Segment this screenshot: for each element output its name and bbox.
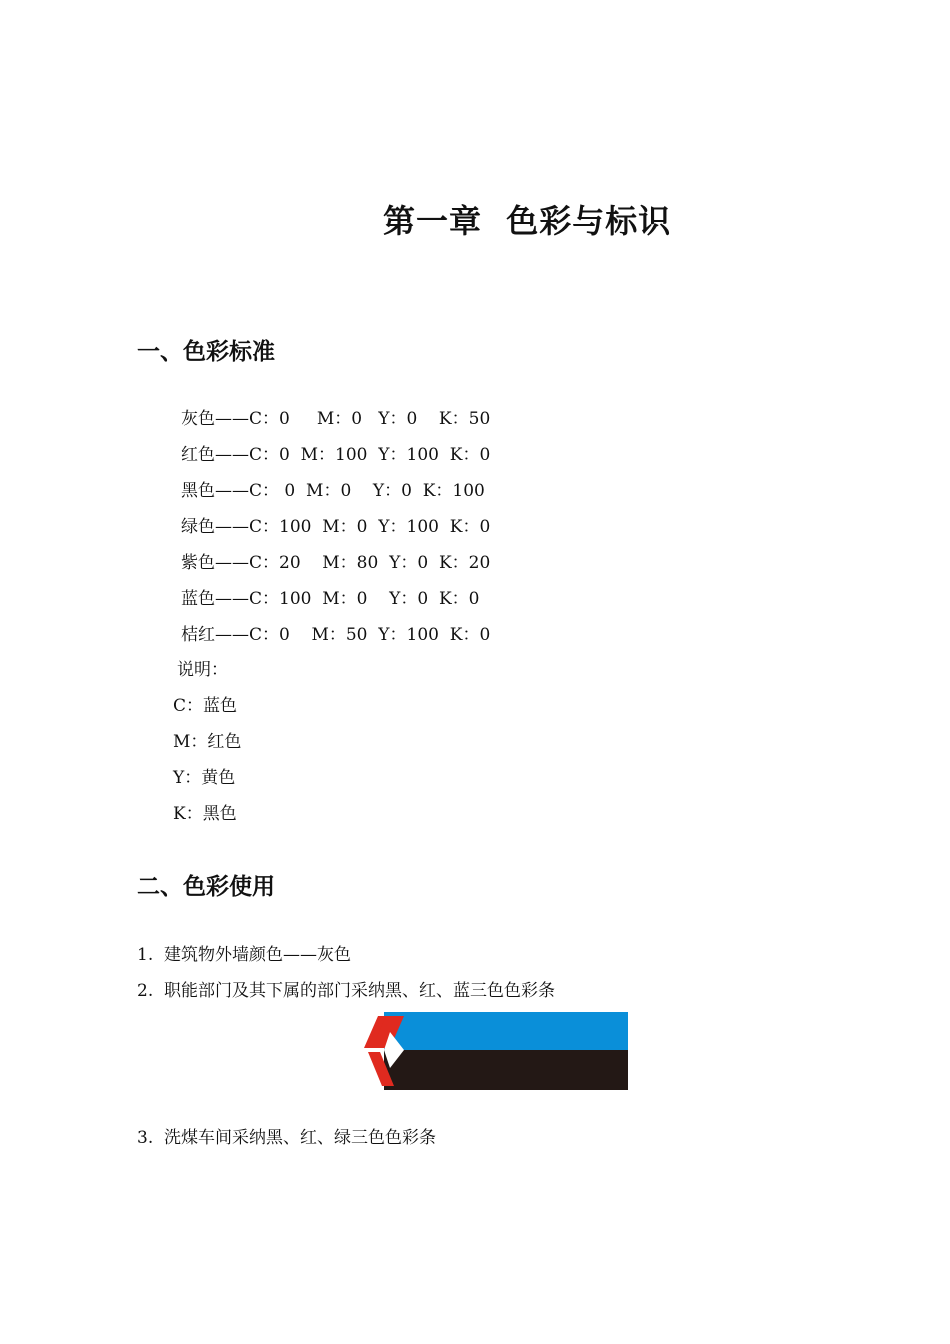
explanation-c: C：蓝色 xyxy=(173,696,238,716)
explanation-y: Y：黄色 xyxy=(173,768,236,788)
section-heading-color-standard: 一、色彩标准 xyxy=(137,339,275,365)
color-spec-black: 黑色——C： 0 M：0 Y：0 K：100 xyxy=(181,481,485,501)
usage-item-3: 3. 洗煤车间采纳黑、红、绿三色色彩条 xyxy=(137,1128,437,1148)
explanation-k: K：黑色 xyxy=(173,804,237,824)
color-spec-green: 绿色——C：100 M：0 Y：100 K：0 xyxy=(181,517,491,537)
color-spec-red: 红色——C：0 M：100 Y：100 K：0 xyxy=(181,445,491,465)
color-spec-orange-red: 桔红——C：0 M：50 Y：100 K：0 xyxy=(181,625,491,645)
usage-item-1: 1. 建筑物外墙颜色——灰色 xyxy=(137,945,352,965)
explanation-m: M：红色 xyxy=(173,732,242,752)
usage-item-2: 2. 职能部门及其下属的部门采纳黑、红、蓝三色色彩条 xyxy=(137,981,556,1001)
chapter-title: 第一章 色彩与标识 xyxy=(383,202,672,240)
color-spec-gray: 灰色——C：0 M：0 Y：0 K：50 xyxy=(181,409,491,429)
black-red-blue-stripe-image xyxy=(364,1012,628,1090)
black-stripe xyxy=(384,1050,628,1090)
section-heading-color-usage: 二、色彩使用 xyxy=(137,874,275,900)
explanation-label: 说明： xyxy=(177,660,228,680)
color-spec-purple: 紫色——C：20 M：80 Y：0 K：20 xyxy=(181,553,491,573)
color-spec-blue: 蓝色——C：100 M：0 Y：0 K：0 xyxy=(181,589,480,609)
blue-stripe xyxy=(384,1012,628,1050)
